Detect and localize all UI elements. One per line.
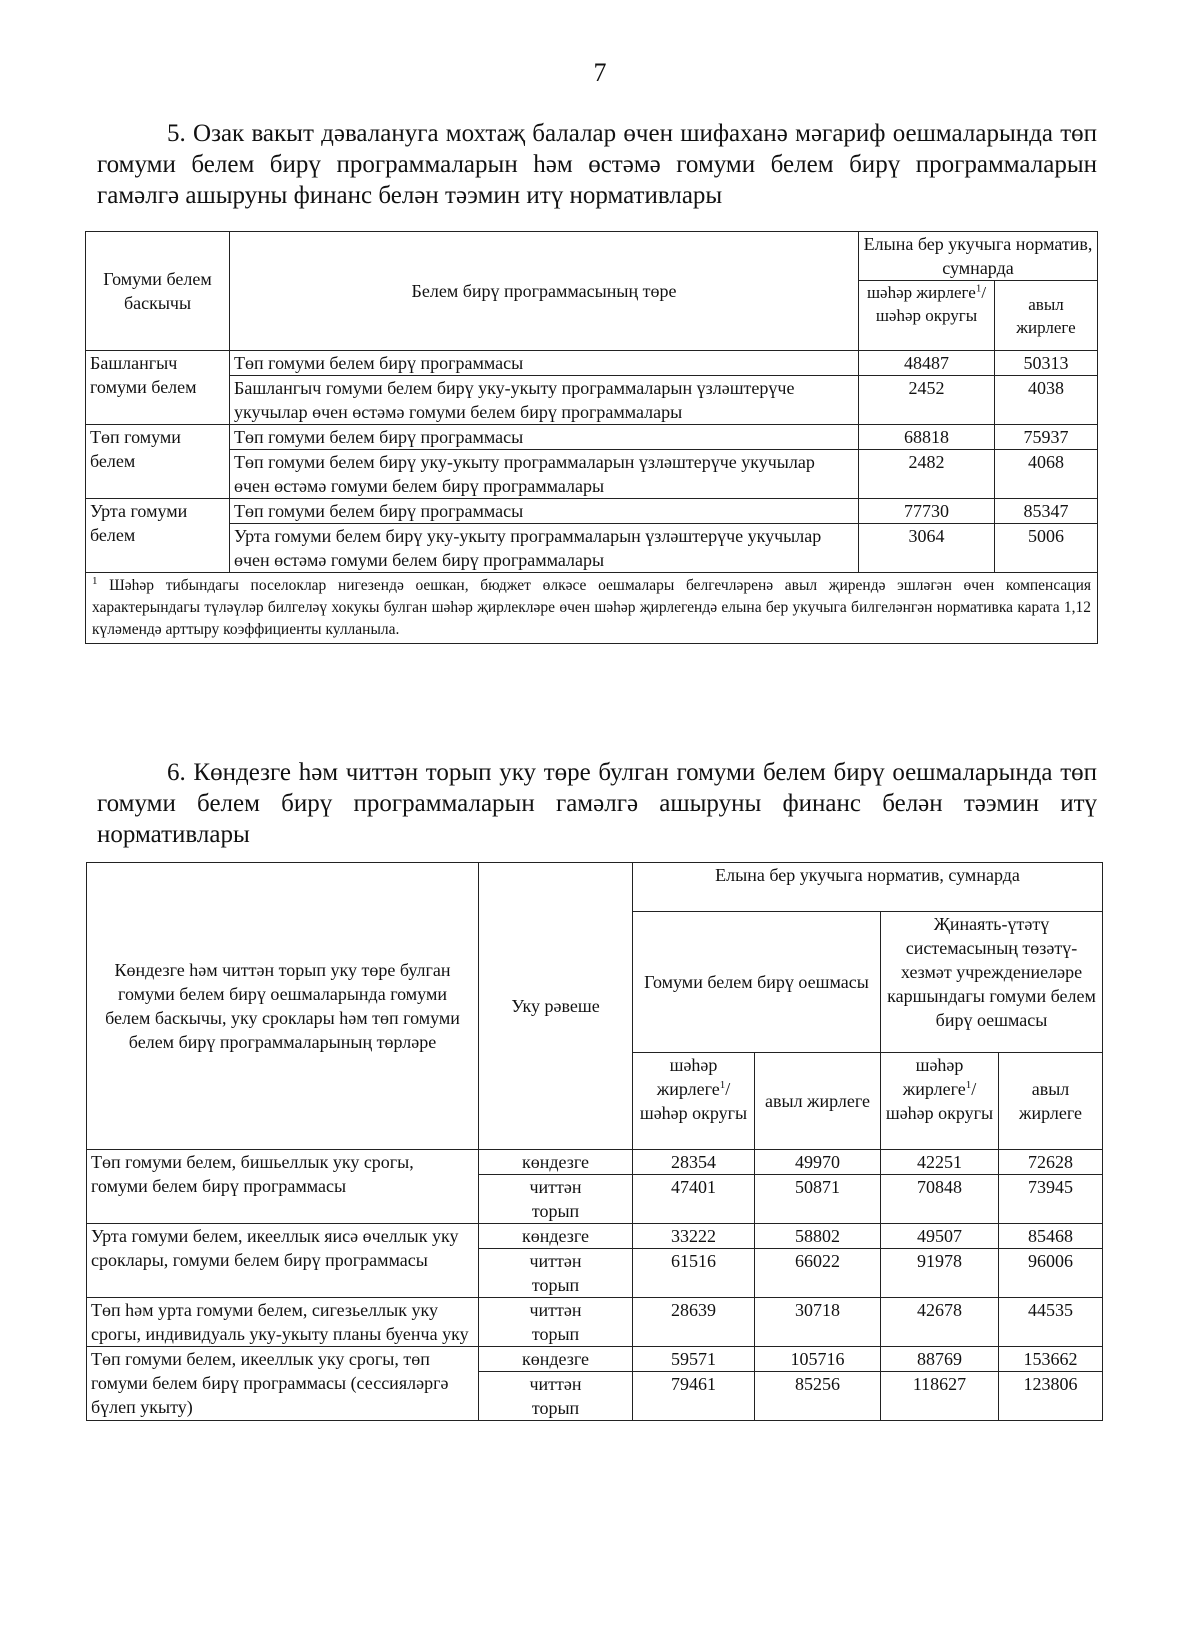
table-row [87, 1347, 1103, 1372]
urban-value: 2482 [859, 450, 995, 499]
program-cell: Төп гомуми белем бирү программасы [230, 351, 859, 376]
program-cell: Төп гомуми белем, бишьеллык уку срогы, гомуми белем бирү программасы [87, 1150, 479, 1224]
mode-cell: читтән торып [479, 1372, 633, 1421]
section-6-heading-text: 6. Көндезге һәм читтән торып уку төре булган гомуми белем бирү оешмаларында төп гомуми белем бирү программаларын гамәлгә ашыруны финанс белән тәэмин итү нормативлары [97, 759, 1097, 848]
header-mode: Уку рәвеше [479, 863, 633, 1150]
gen-urban-value: 33222 [633, 1224, 755, 1249]
pen-rural-value: 96006 [999, 1249, 1103, 1298]
pen-rural-value: 72628 [999, 1150, 1103, 1175]
header-program-type: Белем бирү программасының төре [230, 232, 859, 351]
level-cell: Урта гомуми белем [86, 499, 230, 573]
header-gen-urban [633, 1053, 755, 1150]
table-row [86, 425, 1098, 450]
pen-rural-value: 73945 [999, 1175, 1103, 1224]
section-5-body [86, 351, 1098, 573]
header-urban-label: шәһәр жирлеге [902, 1055, 966, 1099]
table-row [86, 351, 1098, 376]
gen-urban-value: 28639 [633, 1298, 755, 1347]
pen-rural-value: 153662 [999, 1347, 1103, 1372]
gen-urban-value: 59571 [633, 1347, 755, 1372]
program-cell: Төп гомуми белем бирү уку-укыту программаларын үзләштерүче укучылар өчен өстәмә гомуми белем бирү программалары [230, 450, 859, 499]
gen-rural-value: 30718 [755, 1298, 881, 1347]
rural-value: 85347 [995, 499, 1098, 524]
header-urban-label: шәһәр жирлеге [866, 283, 976, 302]
table-row [86, 376, 1098, 425]
header-level: Көндезге һәм читтән торып уку төре булган гомуми белем бирү оешмаларында гомуми белем баскычы, уку сроклары һәм төп гомуми белем бирү программаларының төрләре [87, 863, 479, 1150]
header-urban [859, 281, 995, 351]
program-cell: Төп гомуми белем, икееллык уку срогы, төп гомуми белем бирү программасы (сессияләргә бүлеп укыту) [87, 1347, 479, 1421]
table-row [87, 1224, 1103, 1249]
mode-cell: көндезге [479, 1347, 633, 1372]
program-cell: Башлангыч гомуми белем бирү уку-укыту программаларын үзләштерүче укучылар өчен өстәмә гомуми белем бирү программалары [230, 376, 859, 425]
header-pen-rural: авыл жирлеге [999, 1053, 1103, 1150]
header-gen-rural: авыл жирлеге [755, 1053, 881, 1150]
pen-urban-value: 91978 [881, 1249, 999, 1298]
urban-value: 3064 [859, 524, 995, 573]
mode-cell: читтән торып [479, 1175, 633, 1224]
table-row [86, 524, 1098, 573]
rural-value: 4038 [995, 376, 1098, 425]
footnote-text: Шәһәр тибындагы поселоклар нигезендә оешкан, бюджет өлкәсе оешмалары белгечләренә авыл җирендә эшләгән өчен компенсация характерындагы түләүләр билгеләү хокукы булган шәһәр җирлекләре өчен шәһәр җирлегендә елына бер укучыга билгеләнгән нормативка карата 1,12 күләмендә арттыру коэффициенты кулланыла. [92, 577, 1092, 638]
header-org-penal: Җинаять-үтәтү системасының төзәтү-хезмәт учреждениеләре каршындагы гомуми белем бирү оешмасы [881, 912, 1103, 1053]
header-rural: авыл жирлеге [995, 281, 1098, 351]
footnote-mark: 1 [92, 574, 98, 587]
gen-rural-value: 50871 [755, 1175, 881, 1224]
rural-value: 4068 [995, 450, 1098, 499]
program-cell: Урта гомуми белем бирү уку-укыту программаларын үзләштерүче укучылар өчен өстәмә гомуми белем бирү программалары [230, 524, 859, 573]
gen-urban-value: 47401 [633, 1175, 755, 1224]
program-cell: Төп гомуми белем бирү программасы [230, 499, 859, 524]
gen-urban-value: 61516 [633, 1249, 755, 1298]
urban-value: 48487 [859, 351, 995, 376]
pen-rural-value: 123806 [999, 1372, 1103, 1421]
pen-urban-value: 49507 [881, 1224, 999, 1249]
urban-value: 68818 [859, 425, 995, 450]
pen-urban-value: 42251 [881, 1150, 999, 1175]
gen-rural-value: 66022 [755, 1249, 881, 1298]
header-urban-tail: / шәһәр округы [639, 1079, 748, 1123]
gen-rural-value: 85256 [755, 1372, 881, 1421]
footnote-row [86, 573, 1098, 644]
urban-value: 77730 [859, 499, 995, 524]
gen-rural-value: 49970 [755, 1150, 881, 1175]
table-row [86, 499, 1098, 524]
mode-cell: читтән торып [479, 1298, 633, 1347]
footnote-ref: 1 [975, 282, 982, 295]
header-pen-urban [881, 1053, 999, 1150]
table-row [87, 1150, 1103, 1175]
section-5-table [85, 231, 1098, 644]
level-cell: Башлангыч гомуми белем [86, 351, 230, 425]
mode-cell: көндезге [479, 1150, 633, 1175]
table-row [87, 1298, 1103, 1347]
header-urban-tail: / шәһәр округы [875, 283, 987, 325]
program-cell: Урта гомуми белем, икееллык яисә өчеллык уку сроклары, гомуми белем бирү программасы [87, 1224, 479, 1298]
header-org-general: Гомуми белем бирү оешмасы [633, 912, 881, 1053]
pen-urban-value: 88769 [881, 1347, 999, 1372]
gen-urban-value: 28354 [633, 1150, 755, 1175]
pen-urban-value: 70848 [881, 1175, 999, 1224]
header-urban-label: шәһәр жирлеге [656, 1055, 720, 1099]
page-number: 7 [593, 58, 607, 87]
gen-rural-value: 58802 [755, 1224, 881, 1249]
gen-rural-value: 105716 [755, 1347, 881, 1372]
program-cell: Төп һәм урта гомуми белем, сигезьеллык уку срогы, индивидуаль уку-укыту планы буенча уку [87, 1298, 479, 1347]
section-5-heading-text: 5. Озак вакыт дәвалануга мохтаҗ балалар өчен шифаханә мәгариф оешмаларында төп гомуми белем бирү программаларын һәм өстәмә гомуми белем бирү программаларын гамәлгә ашыруны финанс белән тәэмин итү нормативлары [97, 120, 1097, 209]
pen-rural-value: 44535 [999, 1298, 1103, 1347]
header-level: Гомуми белем баскычы [86, 232, 230, 351]
rural-value: 5006 [995, 524, 1098, 573]
urban-value: 2452 [859, 376, 995, 425]
level-cell: Төп гомуми белем [86, 425, 230, 499]
section-6-body [87, 1150, 1103, 1421]
table-header-row [86, 232, 1098, 281]
pen-rural-value: 85468 [999, 1224, 1103, 1249]
pen-urban-value: 42678 [881, 1298, 999, 1347]
footnote-ref: 1 [719, 1079, 726, 1091]
rural-value: 75937 [995, 425, 1098, 450]
program-cell: Төп гомуми белем бирү программасы [230, 425, 859, 450]
section-6-table [86, 862, 1103, 1421]
header-norm: Елына бер укучыга норматив, сумнарда [633, 863, 1103, 912]
section-6-heading [97, 757, 1097, 850]
pen-urban-value: 118627 [881, 1372, 999, 1421]
table-header-row [87, 863, 1103, 912]
header-norm: Елына бер укучыга норматив, сумнарда [859, 232, 1098, 281]
footnote [86, 573, 1098, 644]
header-urban-tail: / шәһәр округы [885, 1079, 994, 1123]
mode-cell: читтән торып [479, 1249, 633, 1298]
table-row [86, 450, 1098, 499]
section-5-heading [97, 118, 1097, 211]
gen-urban-value: 79461 [633, 1372, 755, 1421]
rural-value: 50313 [995, 351, 1098, 376]
footnote-ref: 1 [965, 1079, 972, 1091]
mode-cell: көндезге [479, 1224, 633, 1249]
